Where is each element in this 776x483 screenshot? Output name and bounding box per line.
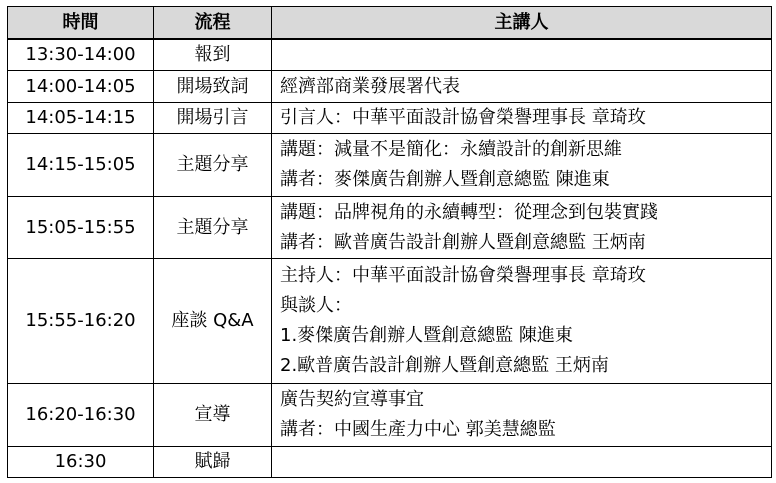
table-row: [8, 39, 772, 71]
table-row: [8, 259, 772, 383]
table-row: [8, 134, 772, 197]
header-speaker: 主講人: [272, 7, 772, 40]
row-detail: [272, 383, 772, 446]
table-row: [8, 71, 772, 102]
row-time: 14:00-14:05: [8, 71, 154, 102]
row-time: 15:55-16:20: [8, 259, 154, 383]
row-detail: [272, 259, 772, 383]
row-flow: 主題分享: [154, 196, 272, 259]
row-detail: [272, 134, 772, 197]
row-flow: 宣導: [154, 383, 272, 446]
row-detail: [272, 102, 772, 133]
detail-line: 引言人：中華平面設計協會榮譽理事長 章琦玫: [280, 106, 646, 128]
header-time: 時間: [8, 7, 154, 40]
header-row: [8, 7, 772, 40]
table-row: [8, 102, 772, 133]
row-time: 14:05-14:15: [8, 102, 154, 133]
detail-line: 主持人：中華平面設計協會榮譽理事長 章琦玫: [280, 265, 646, 287]
row-flow: 賦歸: [154, 446, 272, 477]
detail-line: 講者：歐普廣告設計創辦人暨創意總監 王炳南: [280, 231, 646, 253]
row-flow: 報到: [154, 39, 272, 71]
detail-line: 2.歐普廣告設計創辦人暨創意總監 王炳南: [280, 355, 609, 377]
row-flow: 開場引言: [154, 102, 272, 133]
detail-line: 1.麥傑廣告創辦人暨創意總監 陳進東: [280, 325, 573, 347]
row-flow: 開場致詞: [154, 71, 272, 102]
row-detail: [272, 71, 772, 102]
row-flow: 座談 Q&A: [154, 259, 272, 383]
detail-line: 講題：品牌視角的永續轉型：從理念到包裝實踐: [280, 201, 658, 223]
table-row: [8, 446, 772, 477]
row-detail: [272, 39, 772, 71]
agenda-table-wrapper: [7, 6, 771, 478]
row-detail: [272, 196, 772, 259]
detail-line: 經濟部商業發展署代表: [280, 75, 460, 97]
row-time: 15:05-15:55: [8, 196, 154, 259]
row-time: 13:30-14:00: [8, 39, 154, 71]
table-row: [8, 383, 772, 446]
header-flow: 流程: [154, 7, 272, 40]
table-row: [8, 196, 772, 259]
row-time: 16:30: [8, 446, 154, 477]
row-flow: 主題分享: [154, 134, 272, 197]
detail-line: 講者：中國生產力中心 郭美慧總監: [280, 418, 556, 440]
detail-line: 講題：減量不是簡化：永續設計的創新思維: [280, 138, 622, 160]
detail-line: 廣告契約宣導事宜: [280, 388, 424, 410]
row-time: 14:15-15:05: [8, 134, 154, 197]
row-time: 16:20-16:30: [8, 383, 154, 446]
detail-line: 與談人：: [280, 295, 352, 317]
detail-line: 講者：麥傑廣告創辦人暨創意總監 陳進東: [280, 168, 610, 190]
row-detail: [272, 446, 772, 477]
agenda-table: [7, 6, 772, 478]
